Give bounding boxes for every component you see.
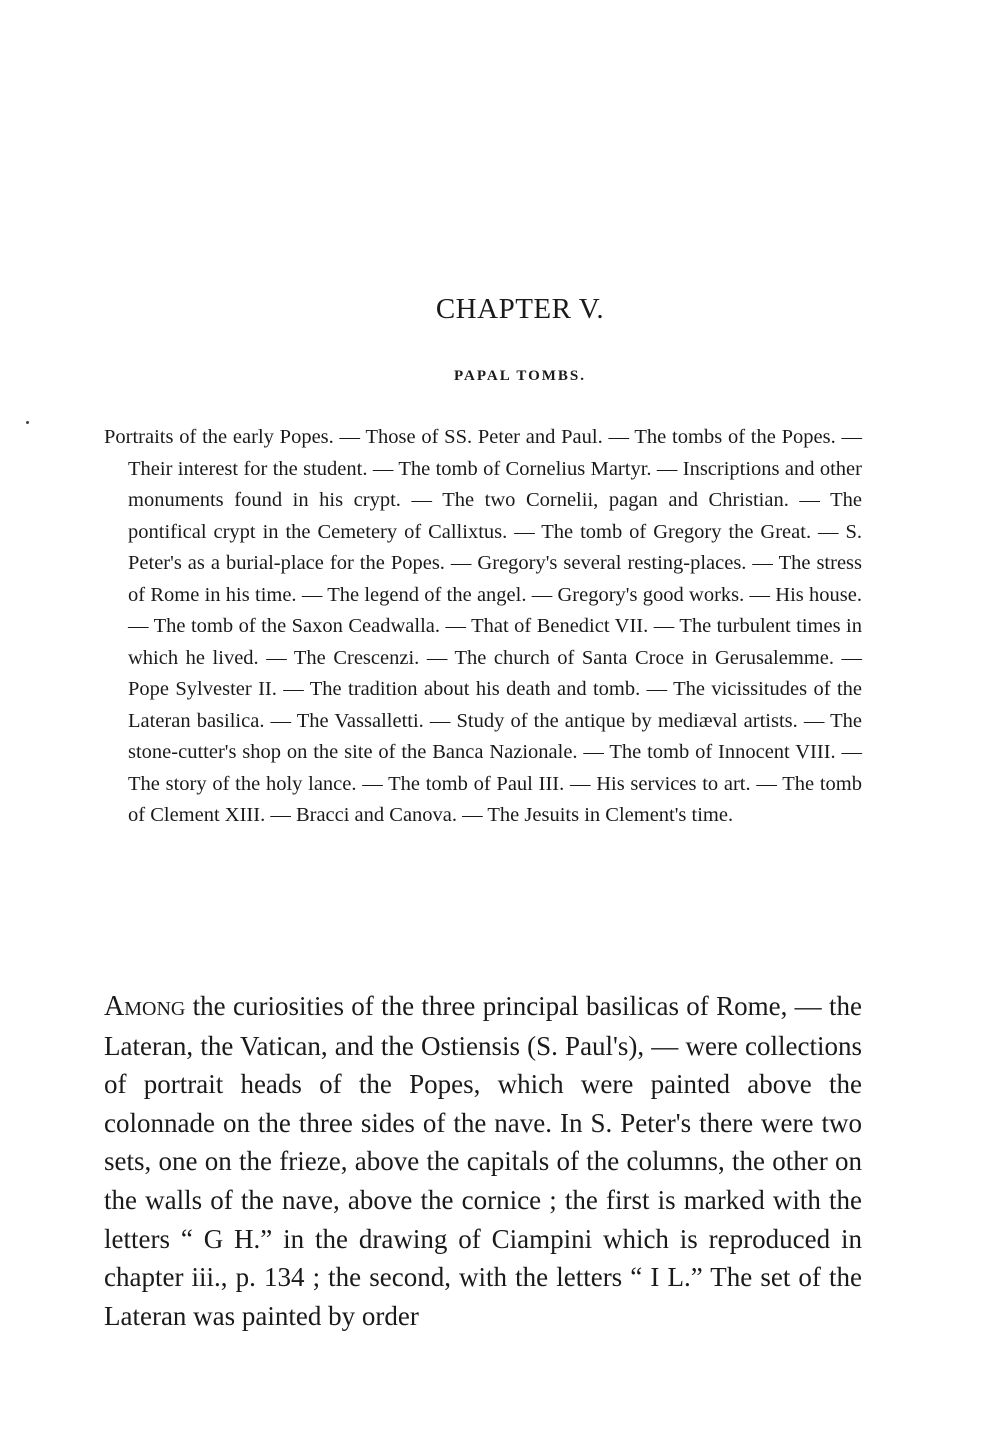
chapter-title: CHAPTER V. <box>435 293 605 325</box>
body-text: the curiosities of the three principal basilicas of Rome, — the Lateran, the Vatican, and the Ostiensis (S. Paul's), — were collections of portrait heads of the Popes, which were painted above the colonnade on the three sides of the nave. In S. Peter's there were two sets, one on the frieze, above the capitals of the columns, the other on the walls of the nave, above the cornice ; the first is marked with the letters “ G H.” in the drawing of Ciampini which is reproduced in chapter iii., p. 134 ; the second, with the letters “ I L.” The set of the Lateran was painted by order <box>104 991 862 1331</box>
chapter-subtitle: PAPAL TOMBS. <box>453 368 587 384</box>
opening-word: Among <box>104 991 186 1022</box>
chapter-summary: Portraits of the early Popes. — Those of SS. Peter and Paul. — The tombs of the Popes. — Their interest for the student. — The tomb of Cornelius Martyr. — Inscriptions and other monuments found in his crypt. — The two Cornelii, pagan and Christian. — The pontifical crypt in the Cemetery of Callixtus. — The tomb of Gregory the Great. — S. Peter's as a burial-place for the Popes. — Gregory's several resting-places. — The stress of Rome in his time. — The legend of the angel. — Gregory's good works. — His house. — The tomb of the Saxon Ceadwalla. — That of Benedict VII. — The turbulent times in which he lived. — The Crescenzi. — The church of Santa Croce in Gerusalemme. — Pope Sylvester II. — The tradition about his death and tomb. — The vicissitudes of the Lateran basilica. — The Vassalletti. — Study of the antique by mediæval artists. — The stone-cutter's shop on the site of the Banca Nazionale. — The tomb of Innocent VIII. — The story of the holy lance. — The tomb of Paul III. — His services to art. — The tomb of Clement XIII. — Bracci and Canova. — The Jesuits in Clement's time. <box>104 426 862 826</box>
scan-speck <box>26 421 29 424</box>
body-paragraph <box>104 987 862 1335</box>
